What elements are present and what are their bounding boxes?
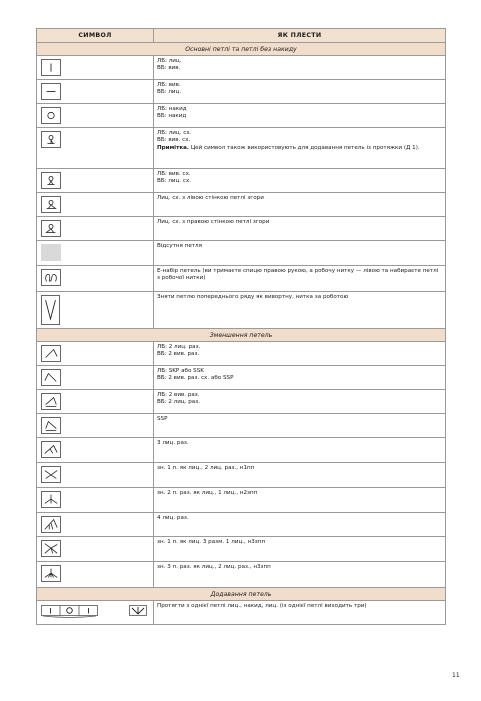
instruction-line: ЛБ: SKP або SSK xyxy=(157,368,204,374)
no-stitch-gray-square-icon xyxy=(41,244,61,261)
instruction-cell xyxy=(154,414,446,438)
instruction-note xyxy=(157,145,442,152)
table-row xyxy=(37,414,446,438)
note-text: Цей символ також використовують для додавання петель із протяжки (Д 1). xyxy=(189,144,420,151)
instruction-cell xyxy=(154,463,446,488)
instruction-line: Лиц. сх. з правою стінкою петлі згори xyxy=(157,219,270,225)
instruction-line: ЛБ: лиц. xyxy=(157,58,182,64)
symbol-column-header: СИМВОЛ xyxy=(37,29,154,43)
table-row xyxy=(37,438,446,463)
right-lifted-symbol-icon xyxy=(41,220,61,237)
instruction-cell xyxy=(154,366,446,390)
vertical-line-symbol-icon xyxy=(41,59,61,76)
table-row xyxy=(37,601,446,625)
symbol-cell xyxy=(37,56,154,80)
instruction-cell xyxy=(154,128,446,169)
section-row xyxy=(37,329,446,342)
section-basic-title: Основні петлі та петлі без накиду xyxy=(37,43,446,56)
instruction-line: SSP xyxy=(157,416,168,422)
instruction-line: зн. 2 п. раз. як лиц., 1 лиц., н2зпп xyxy=(157,490,258,496)
twisted-knit-symbol-icon xyxy=(41,131,61,148)
instruction-line: ВБ: лиц. сх. xyxy=(157,178,192,185)
table-row xyxy=(37,366,446,390)
instruction-line: ЛБ: 2 лиц. раз. xyxy=(157,344,201,350)
instruction-line: ВБ: вив. сх. xyxy=(157,137,191,144)
table-row xyxy=(37,217,446,241)
symbol-cell xyxy=(37,463,154,488)
stitch-key-table xyxy=(36,28,446,625)
horizontal-line-symbol-icon xyxy=(41,83,61,100)
instruction-line: зн. 3 п. раз. як лиц., 2 лиц. раз., н3зпп xyxy=(157,564,271,570)
instruction-cell xyxy=(154,266,446,292)
instruction-line: Лиц. сх. з лівою стінкою петлі згори xyxy=(157,195,264,201)
instruction-line: Протягти з однієї петлі лиц., накид, лиц. (із однієї петлі виходить три) xyxy=(157,603,367,609)
instruction-line: ЛБ: вив. xyxy=(157,82,181,88)
page-number: 11 xyxy=(452,672,460,679)
instruction-cell xyxy=(154,193,446,217)
increase-v-symbol-icon xyxy=(129,605,147,618)
symbol-cell xyxy=(37,217,154,241)
table-row xyxy=(37,292,446,329)
instruction-cell xyxy=(154,80,446,104)
k3tog-symbol-icon xyxy=(41,441,61,458)
note-label: Примітка. xyxy=(157,144,190,151)
e-wrap-cast-on-symbol-icon xyxy=(41,269,61,286)
table-row xyxy=(37,342,446,366)
instruction-cell xyxy=(154,342,446,366)
p2tog-symbol-icon xyxy=(41,393,61,410)
table-row xyxy=(37,266,446,292)
instruction-line: ВБ: 2 лиц. раз. xyxy=(157,399,200,406)
symbol-cell xyxy=(37,562,154,588)
table-row xyxy=(37,390,446,414)
instruction-cell xyxy=(154,390,446,414)
instruction-line: ЛБ: накид xyxy=(157,106,187,112)
table-row xyxy=(37,56,446,80)
instruction-line: ЛБ: 2 вив. раз. xyxy=(157,392,200,398)
table-row xyxy=(37,562,446,588)
instruction-cell xyxy=(154,104,446,128)
symbol-cell xyxy=(37,601,154,625)
symbol-cell xyxy=(37,292,154,329)
symbol-cell xyxy=(37,390,154,414)
twisted-purl-symbol-icon xyxy=(41,172,61,189)
instruction-line: Е-набір петель (ви тримаєте спицю правою рукою, а робочу нитку — лівою та набираєте петлі з робочої нитки) xyxy=(157,268,439,282)
slip-stitch-v-symbol-icon xyxy=(41,295,60,325)
table-row xyxy=(37,193,446,217)
symbol-cell xyxy=(37,438,154,463)
how-to-knit-column-header: ЯК ПЛЕСТИ xyxy=(154,29,446,43)
table-row xyxy=(37,488,446,513)
section-decrease-title: Зменшення петель xyxy=(37,329,446,342)
symbol-cell xyxy=(37,537,154,562)
instruction-cell xyxy=(154,488,446,513)
instruction-line: 4 лиц. раз. xyxy=(157,515,189,521)
symbol-cell xyxy=(37,241,154,266)
instruction-line: 3 лиц. раз. xyxy=(157,440,189,446)
instruction-cell xyxy=(154,169,446,193)
table-row xyxy=(37,104,446,128)
s3k2p-symbol-icon xyxy=(41,565,61,582)
table-row xyxy=(37,169,446,193)
instruction-cell xyxy=(154,241,446,266)
instruction-line: зн. 1 п. як лиц. 3 разм. 1 лиц., н3зпп xyxy=(157,539,266,545)
sk3p-symbol-icon xyxy=(41,540,61,557)
symbol-cell xyxy=(37,128,154,169)
instruction-cell xyxy=(154,438,446,463)
table-row xyxy=(37,463,446,488)
table-row xyxy=(37,537,446,562)
instruction-cell xyxy=(154,513,446,537)
instruction-cell xyxy=(154,537,446,562)
k2tog-symbol-icon xyxy=(41,345,61,362)
ssp-symbol-icon xyxy=(41,417,61,434)
symbol-cell xyxy=(37,513,154,537)
table-row xyxy=(37,241,446,266)
k4tog-symbol-icon xyxy=(41,516,61,533)
section-row xyxy=(37,588,446,601)
symbol-cell xyxy=(37,366,154,390)
instruction-line: ЛБ: вив. сх. xyxy=(157,171,191,177)
instruction-line: ВБ: 2 вив. раз. xyxy=(157,351,200,358)
symbol-cell xyxy=(37,193,154,217)
instruction-line: ВБ: накид xyxy=(157,113,187,120)
instruction-line: ЛБ: лиц. сх. xyxy=(157,130,192,136)
left-lifted-symbol-icon xyxy=(41,196,61,213)
symbol-cell xyxy=(37,104,154,128)
symbol-cell xyxy=(37,488,154,513)
instruction-line: ВБ: лиц. xyxy=(157,89,182,96)
symbol-cell xyxy=(37,169,154,193)
symbol-cell xyxy=(37,414,154,438)
instruction-cell xyxy=(154,56,446,80)
section-row xyxy=(37,43,446,56)
instruction-line: ВБ: вив. xyxy=(157,65,181,72)
instruction-line: Відсутня петля xyxy=(157,243,203,249)
instruction-line: Зняти петлю попереднього ряду як вивортну, нитка за роботою xyxy=(157,294,349,300)
instruction-cell xyxy=(154,217,446,241)
symbol-cell xyxy=(37,342,154,366)
table-header-row xyxy=(37,29,446,43)
instruction-cell xyxy=(154,292,446,329)
section-increase-title: Додавання петель xyxy=(37,588,446,601)
symbol-cell xyxy=(37,80,154,104)
table-row xyxy=(37,128,446,169)
instruction-line: ВБ: 2 вив. раз. сх. або SSP xyxy=(157,375,234,382)
increase-strip-symbol-icon xyxy=(41,605,98,618)
circle-yarn-over-symbol-icon xyxy=(41,107,61,124)
instruction-line: зн. 1 п. як лиц., 2 лиц. раз., н1пп xyxy=(157,465,255,471)
sk2p-symbol-icon xyxy=(41,466,61,483)
table-row xyxy=(37,513,446,537)
table-row xyxy=(37,80,446,104)
skp-symbol-icon xyxy=(41,369,61,386)
symbol-cell xyxy=(37,266,154,292)
instruction-cell xyxy=(154,601,446,625)
instruction-cell xyxy=(154,562,446,588)
s2kp-symbol-icon xyxy=(41,491,61,508)
